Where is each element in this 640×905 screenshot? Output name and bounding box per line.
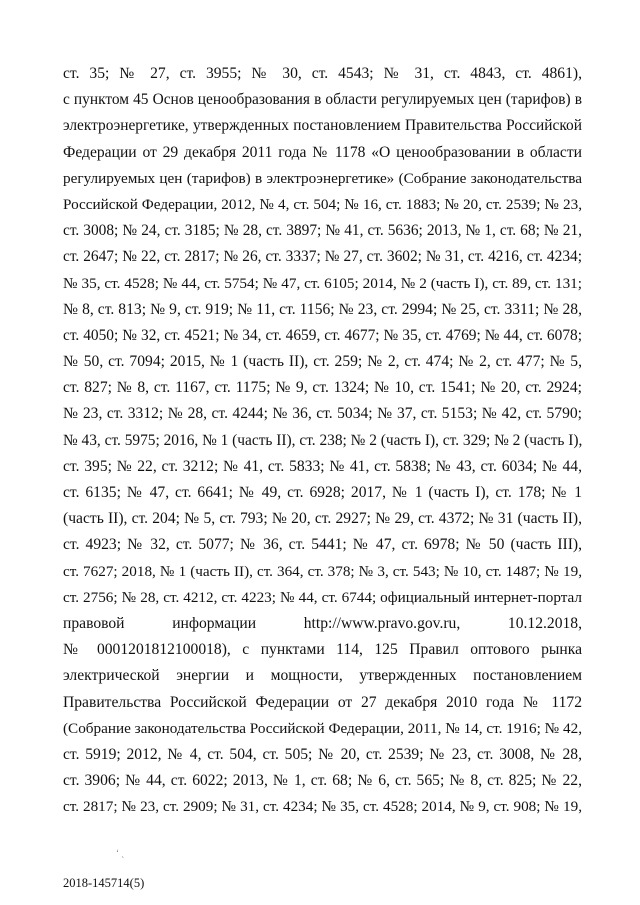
text-line: ст. 3008; № 24, ст. 3185; № 28, ст. 3897; № 41, ст. 5636; 2013, № 1, ст. 68; № 21, (63, 222, 582, 240)
text-line: № 23, ст. 3312; № 28, ст. 4244; № 36, ст. 5034; № 37, ст. 5153; № 42, ст. 5790; (63, 405, 582, 423)
text-line: Федерации от 29 декабря 2011 года № 1178 «О ценообразовании в области (63, 143, 582, 161)
text-line: (часть II), ст. 204; № 5, ст. 793; № 20, ст. 2927; № 29, ст. 4372; № 31 (часть II), (63, 510, 582, 528)
text-line: правовой информации http://www.pravo.gov.ru, 10.12.2018, (63, 614, 582, 632)
text-line: № 50, ст. 7094; 2015, № 1 (часть II), ст. 259; № 2, ст. 474; № 2, ст. 477; № 5, (63, 353, 582, 371)
text-line: с пунктом 45 Основ ценообразования в области регулируемых цен (тарифов) в (63, 91, 582, 109)
text-line: № 43, ст. 5975; 2016, № 1 (часть II), ст. 238; № 2 (часть I), ст. 329; № 2 (часть I), (63, 431, 582, 449)
text-line: № 35, ст. 4528; № 44, ст. 5754; № 47, ст. 6105; 2014, № 2 (часть I), ст. 89, ст. 131; (63, 274, 582, 292)
document-id-footer: 2018-145714(5) (63, 876, 145, 890)
text-line: ст. 2647; № 22, ст. 2817; № 26, ст. 3337; № 27, ст. 3602; № 31, ст. 4216, ст. 4234; (63, 248, 582, 266)
text-line: ст. 4050; № 32, ст. 4521; № 34, ст. 4659, ст. 4677; № 35, ст. 4769; № 44, ст. 6078; (63, 326, 582, 344)
text-line: ст. 827; № 8, ст. 1167, ст. 1175; № 9, ст. 1324; № 10, ст. 1541; № 20, ст. 2924; (63, 379, 582, 397)
text-line: электроэнергетике, утвержденных постановлением Правительства Российской (63, 117, 582, 135)
text-line: ст. 395; № 22, ст. 3212; № 41, ст. 5833; № 41, ст. 5838; № 43, ст. 6034; № 44, (63, 457, 582, 475)
text-line: ст. 2817; № 23, ст. 2909; № 31, ст. 4234; № 35, ст. 4528; 2014, № 9, ст. 908; № 19, (63, 798, 582, 816)
text-line: (Собрание законодательства Российской Федерации, 2011, № 14, ст. 1916; № 42, (63, 719, 582, 737)
text-line: ст. 3906; № 44, ст. 6022; 2013, № 1, ст. 68; № 6, ст. 565; № 8, ст. 825; № 22, (63, 772, 582, 790)
text-line: электрической энергии и мощности, утвержденных постановлением (63, 667, 582, 685)
document-body (63, 61, 582, 820)
scan-artifact-mark: ʻ ˎ (116, 848, 125, 858)
text-line: Правительства Российской Федерации от 27 декабря 2010 года № 1172 (63, 693, 582, 711)
text-line: ст. 4923; № 32, ст. 5077; № 36, ст. 5441; № 47, ст. 6978; № 50 (часть III), (63, 536, 582, 554)
text-line: регулируемых цен (тарифов) в электроэнергетике» (Собрание законодательства (63, 169, 582, 187)
text-line: № 8, ст. 813; № 9, ст. 919; № 11, ст. 1156; № 23, ст. 2994; № 25, ст. 3311; № 28, (63, 300, 582, 318)
text-line: № 0001201812100018), с пунктами 114, 125 Правил оптового рынка (63, 641, 582, 659)
text-line: ст. 6135; № 47, ст. 6641; № 49, ст. 6928; 2017, № 1 (часть I), ст. 178; № 1 (63, 484, 582, 501)
text-line: ст. 2756; № 28, ст. 4212, ст. 4223; № 44, ст. 6744; официальный интернет-портал (63, 588, 582, 606)
text-line: Российской Федерации, 2012, № 4, ст. 504; № 16, ст. 1883; № 20, ст. 2539; № 23, (63, 195, 582, 213)
text-line: ст. 7627; 2018, № 1 (часть II), ст. 364, ст. 378; № 3, ст. 543; № 10, ст. 1487; № 19, (63, 562, 582, 580)
text-line: ст. 35; № 27, ст. 3955; № 30, ст. 4543; № 31, ст. 4843, ст. 4861), (63, 65, 582, 82)
text-line: ст. 5919; 2012, № 4, ст. 504, ст. 505; № 20, ст. 2539; № 23, ст. 3008, № 28, (63, 745, 582, 763)
